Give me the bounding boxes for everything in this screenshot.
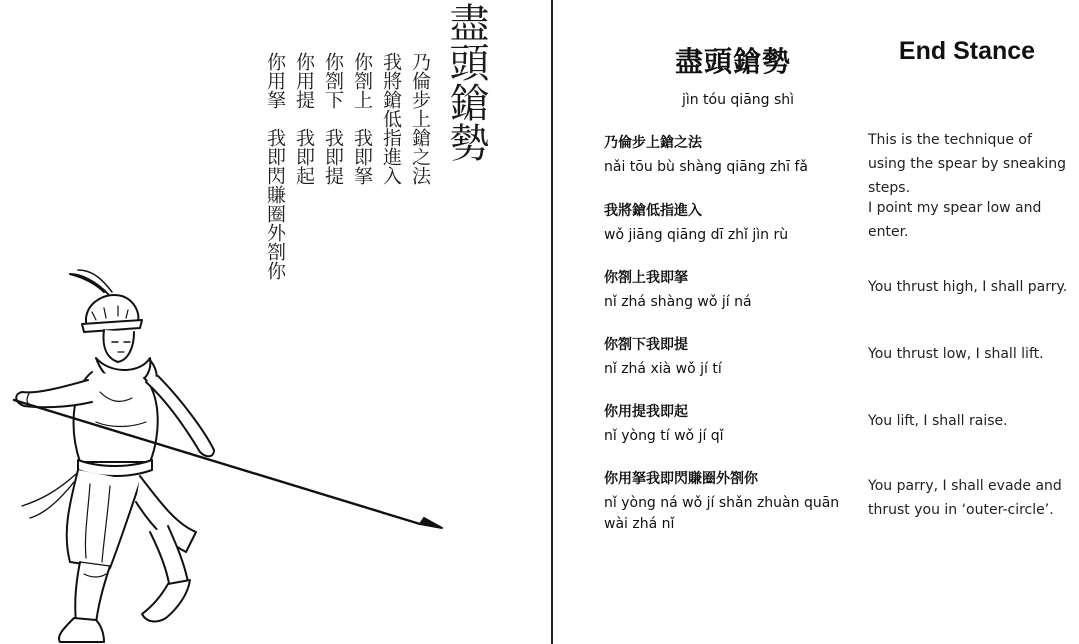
poem-column-4: 你劄下 我即提 — [322, 52, 344, 185]
heading-english: End Stance — [898, 37, 1036, 65]
verse-chinese: 你劄上我即拏 — [604, 270, 688, 286]
verse-chinese: 我將鎗低指進入 — [604, 203, 702, 219]
heading-pinyin: jìn tóu qiāng shì — [681, 92, 795, 108]
verse-translation: You thrust high, I shall parry. — [868, 279, 1068, 295]
poem-column-6: 你用拏 我即閃賺圈外劄你 — [264, 52, 286, 280]
verse-translation: You thrust low, I shall lift. — [868, 346, 1044, 362]
verse-translation: I point my spear low and enter. — [868, 200, 1042, 240]
verse-pinyin: wǒ jiāng qiāng dī zhǐ jìn rù — [604, 227, 789, 243]
verse-translation: You parry, I shall evade and thrust you in ‘outer-circle’. — [868, 478, 1062, 518]
verse-translation: This is the technique of using the spear by sneaking steps. — [868, 132, 1067, 196]
verse-pinyin: nǐ yòng ná wǒ jí shǎn zhuàn quān wài zhá nǐ — [604, 495, 840, 532]
verse-chinese: 乃倫步上鎗之法 — [604, 135, 702, 151]
verse-chinese: 你劄下我即提 — [604, 337, 688, 353]
heading-chinese: 盡頭鎗勢 — [674, 45, 791, 78]
verse-pinyin: nǐ yòng tí wǒ jí qǐ — [604, 428, 724, 444]
verse-translation: You lift, I shall raise. — [868, 413, 1008, 429]
poem-column-1: 乃倫步上鎗之法 — [409, 52, 431, 185]
poem-column-5: 你用提 我即起 — [293, 52, 315, 185]
verse-chinese: 你用拏我即閃賺圈外劄你 — [604, 471, 758, 487]
spearman-illustration — [0, 262, 450, 644]
poem-column-2: 我將鎗低指進入 — [380, 52, 402, 185]
poem-column-3: 你劄上 我即拏 — [351, 52, 373, 185]
verse-pinyin: nǐ zhá shàng wǒ jí ná — [604, 294, 752, 310]
right-page — [553, 0, 1079, 644]
verse-pinyin: nǐ zhá xià wǒ jí tí — [604, 361, 722, 377]
vertical-title: 盡頭鎗勢 — [443, 2, 489, 162]
verse-pinyin: nǎi tōu bù shàng qiāng zhī fǎ — [604, 159, 808, 175]
verse-chinese: 你用提我即起 — [604, 404, 688, 420]
